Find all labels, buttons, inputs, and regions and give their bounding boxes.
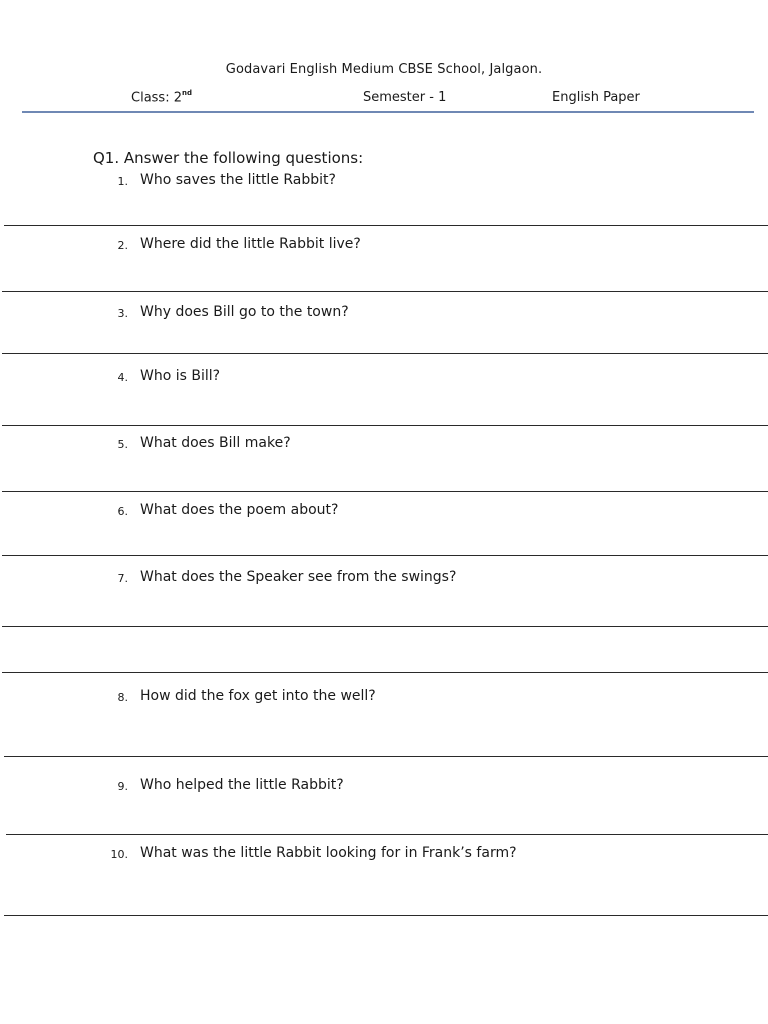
answer-line[interactable] <box>2 291 768 292</box>
question-text: Who saves the little Rabbit? <box>140 172 336 188</box>
class-label <box>131 90 192 105</box>
answer-line[interactable] <box>2 491 768 492</box>
question-number: 6. <box>117 505 128 518</box>
question-text: What does the poem about? <box>140 502 339 518</box>
question-number: 10. <box>110 848 128 861</box>
question-number: 1. <box>117 175 128 188</box>
question-number: 4. <box>117 371 128 384</box>
paper-label: English Paper <box>552 90 640 105</box>
school-name: Godavari English Medium CBSE School, Jalgaon. <box>225 62 543 77</box>
semester-label: Semester - 1 <box>363 90 447 105</box>
question-text: Who is Bill? <box>140 368 221 384</box>
question-number: 9. <box>117 780 128 793</box>
question-number: 8. <box>117 691 128 704</box>
header-divider <box>22 111 754 113</box>
question-text: Who helped the little Rabbit? <box>140 777 344 793</box>
answer-line[interactable] <box>2 353 768 354</box>
question-number: 3. <box>117 307 128 320</box>
answer-line[interactable] <box>2 425 768 426</box>
class-text: Class: 2 <box>131 90 182 106</box>
question-text: Why does Bill go to the town? <box>140 304 349 320</box>
answer-line[interactable] <box>2 672 768 673</box>
section-heading: Q1. Answer the following questions: <box>93 149 364 167</box>
question-text: What does the Speaker see from the swings? <box>140 569 457 585</box>
class-suffix: nd <box>181 89 192 97</box>
question-text: How did the fox get into the well? <box>140 688 376 704</box>
question-text: What was the little Rabbit looking for in Frank’s farm? <box>140 845 517 861</box>
question-number: 7. <box>117 572 128 585</box>
answer-line[interactable] <box>4 225 768 226</box>
question-number: 2. <box>117 239 128 252</box>
answer-line[interactable] <box>4 756 768 757</box>
question-text: What does Bill make? <box>140 435 291 451</box>
answer-line[interactable] <box>2 626 768 627</box>
answer-line[interactable] <box>4 915 768 916</box>
question-text: Where did the little Rabbit live? <box>140 236 361 252</box>
answer-line[interactable] <box>2 555 768 556</box>
question-number: 5. <box>117 438 128 451</box>
answer-line[interactable] <box>6 834 768 835</box>
